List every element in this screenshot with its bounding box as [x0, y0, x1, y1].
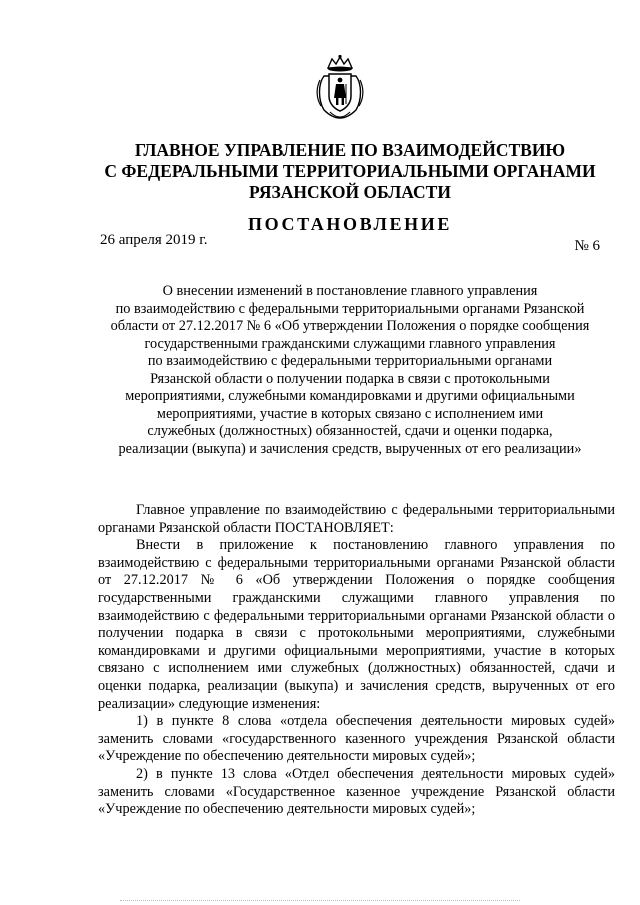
document-date: 26 апреля 2019 г.: [100, 232, 208, 248]
title-line: мероприятиями, служебными командировками и другими официальными: [125, 388, 575, 404]
org-line-1: ГЛАВНОЕ УПРАВЛЕНИЕ ПО ВЗАИМОДЕЙСТВИЮ: [134, 140, 566, 160]
title-line: Рязанской области о получении подарка в связи с протокольными: [150, 370, 550, 387]
title-line: мероприятиями, участие в которых связано с исполнением ими: [156, 405, 544, 422]
title-line: служебных (должностных) обязанностей, сдачи и оценки подарка,: [147, 423, 553, 439]
document-body: [98, 502, 615, 819]
organization-name: [100, 140, 600, 203]
amendment-item-1: 1) в пункте 8 слова «отдела обеспечения деятельности мировых судей» заменить словами «государственного казенного учреждения Рязанской области «Учреждение по обеспечению деятельности мировых судей»;: [98, 713, 615, 765]
ryazan-coat-of-arms-icon: [316, 54, 364, 120]
title-line: государственными гражданскими служащими главного управления: [144, 335, 556, 352]
document-type-heading: ПОСТАНОВЛЕНИЕ: [248, 214, 452, 234]
title-line: по взаимодействию с федеральными территориальными органами Рязанской: [115, 300, 585, 317]
document-number: № 6: [574, 238, 600, 254]
document-title: [100, 283, 600, 458]
page-bottom-divider: [120, 900, 520, 901]
org-line-2: С ФЕДЕРАЛЬНЫМИ ТЕРРИТОРИАЛЬНЫМИ ОРГАНАМИ: [104, 161, 596, 181]
preamble-paragraph: Главное управление по взаимодействию с федеральными территориальными органами Рязанской области ПОСТАНОВЛЯЕТ:: [98, 502, 615, 536]
title-line: О внесении изменений в постановление главного управления: [162, 283, 538, 299]
resolution-paragraph: Внести в приложение к постановлению главного управления по взаимодействию с федеральными территориальными органами Рязанской области от 27.12.2017 № 6 «Об утверждении Положения о порядке сообщения государственными гражданскими служащими главного управления по взаимодействию с федеральными территориальными органами Рязанской области о получении подарка в связи с протокольными мероприятиями, служебными командировками и другими официальными мероприятиями, участие в которых связано с исполнением ими служебных (должностных) обязанностей, сдачи и оценки подарка, реализации (выкупа) и зачисления средств, вырученных от его реализации» следующие изменения:: [98, 537, 615, 712]
org-line-3: РЯЗАНСКОЙ ОБЛАСТИ: [249, 182, 451, 202]
title-line: области от 27.12.2017 № 6 «Об утверждении Положения о порядке сообщения: [110, 318, 590, 334]
title-line: реализации (выкупа) и зачисления средств, вырученных от его реализации»: [118, 440, 582, 457]
amendment-item-2: 2) в пункте 13 слова «Отдел обеспечения деятельности мировых судей» заменить словами «Государственное казенное учреждение Рязанской области «Учреждение по обеспечению деятельности мировых судей»;: [98, 765, 615, 818]
title-line: по взаимодействию с федеральными территориальными органами: [147, 353, 553, 369]
